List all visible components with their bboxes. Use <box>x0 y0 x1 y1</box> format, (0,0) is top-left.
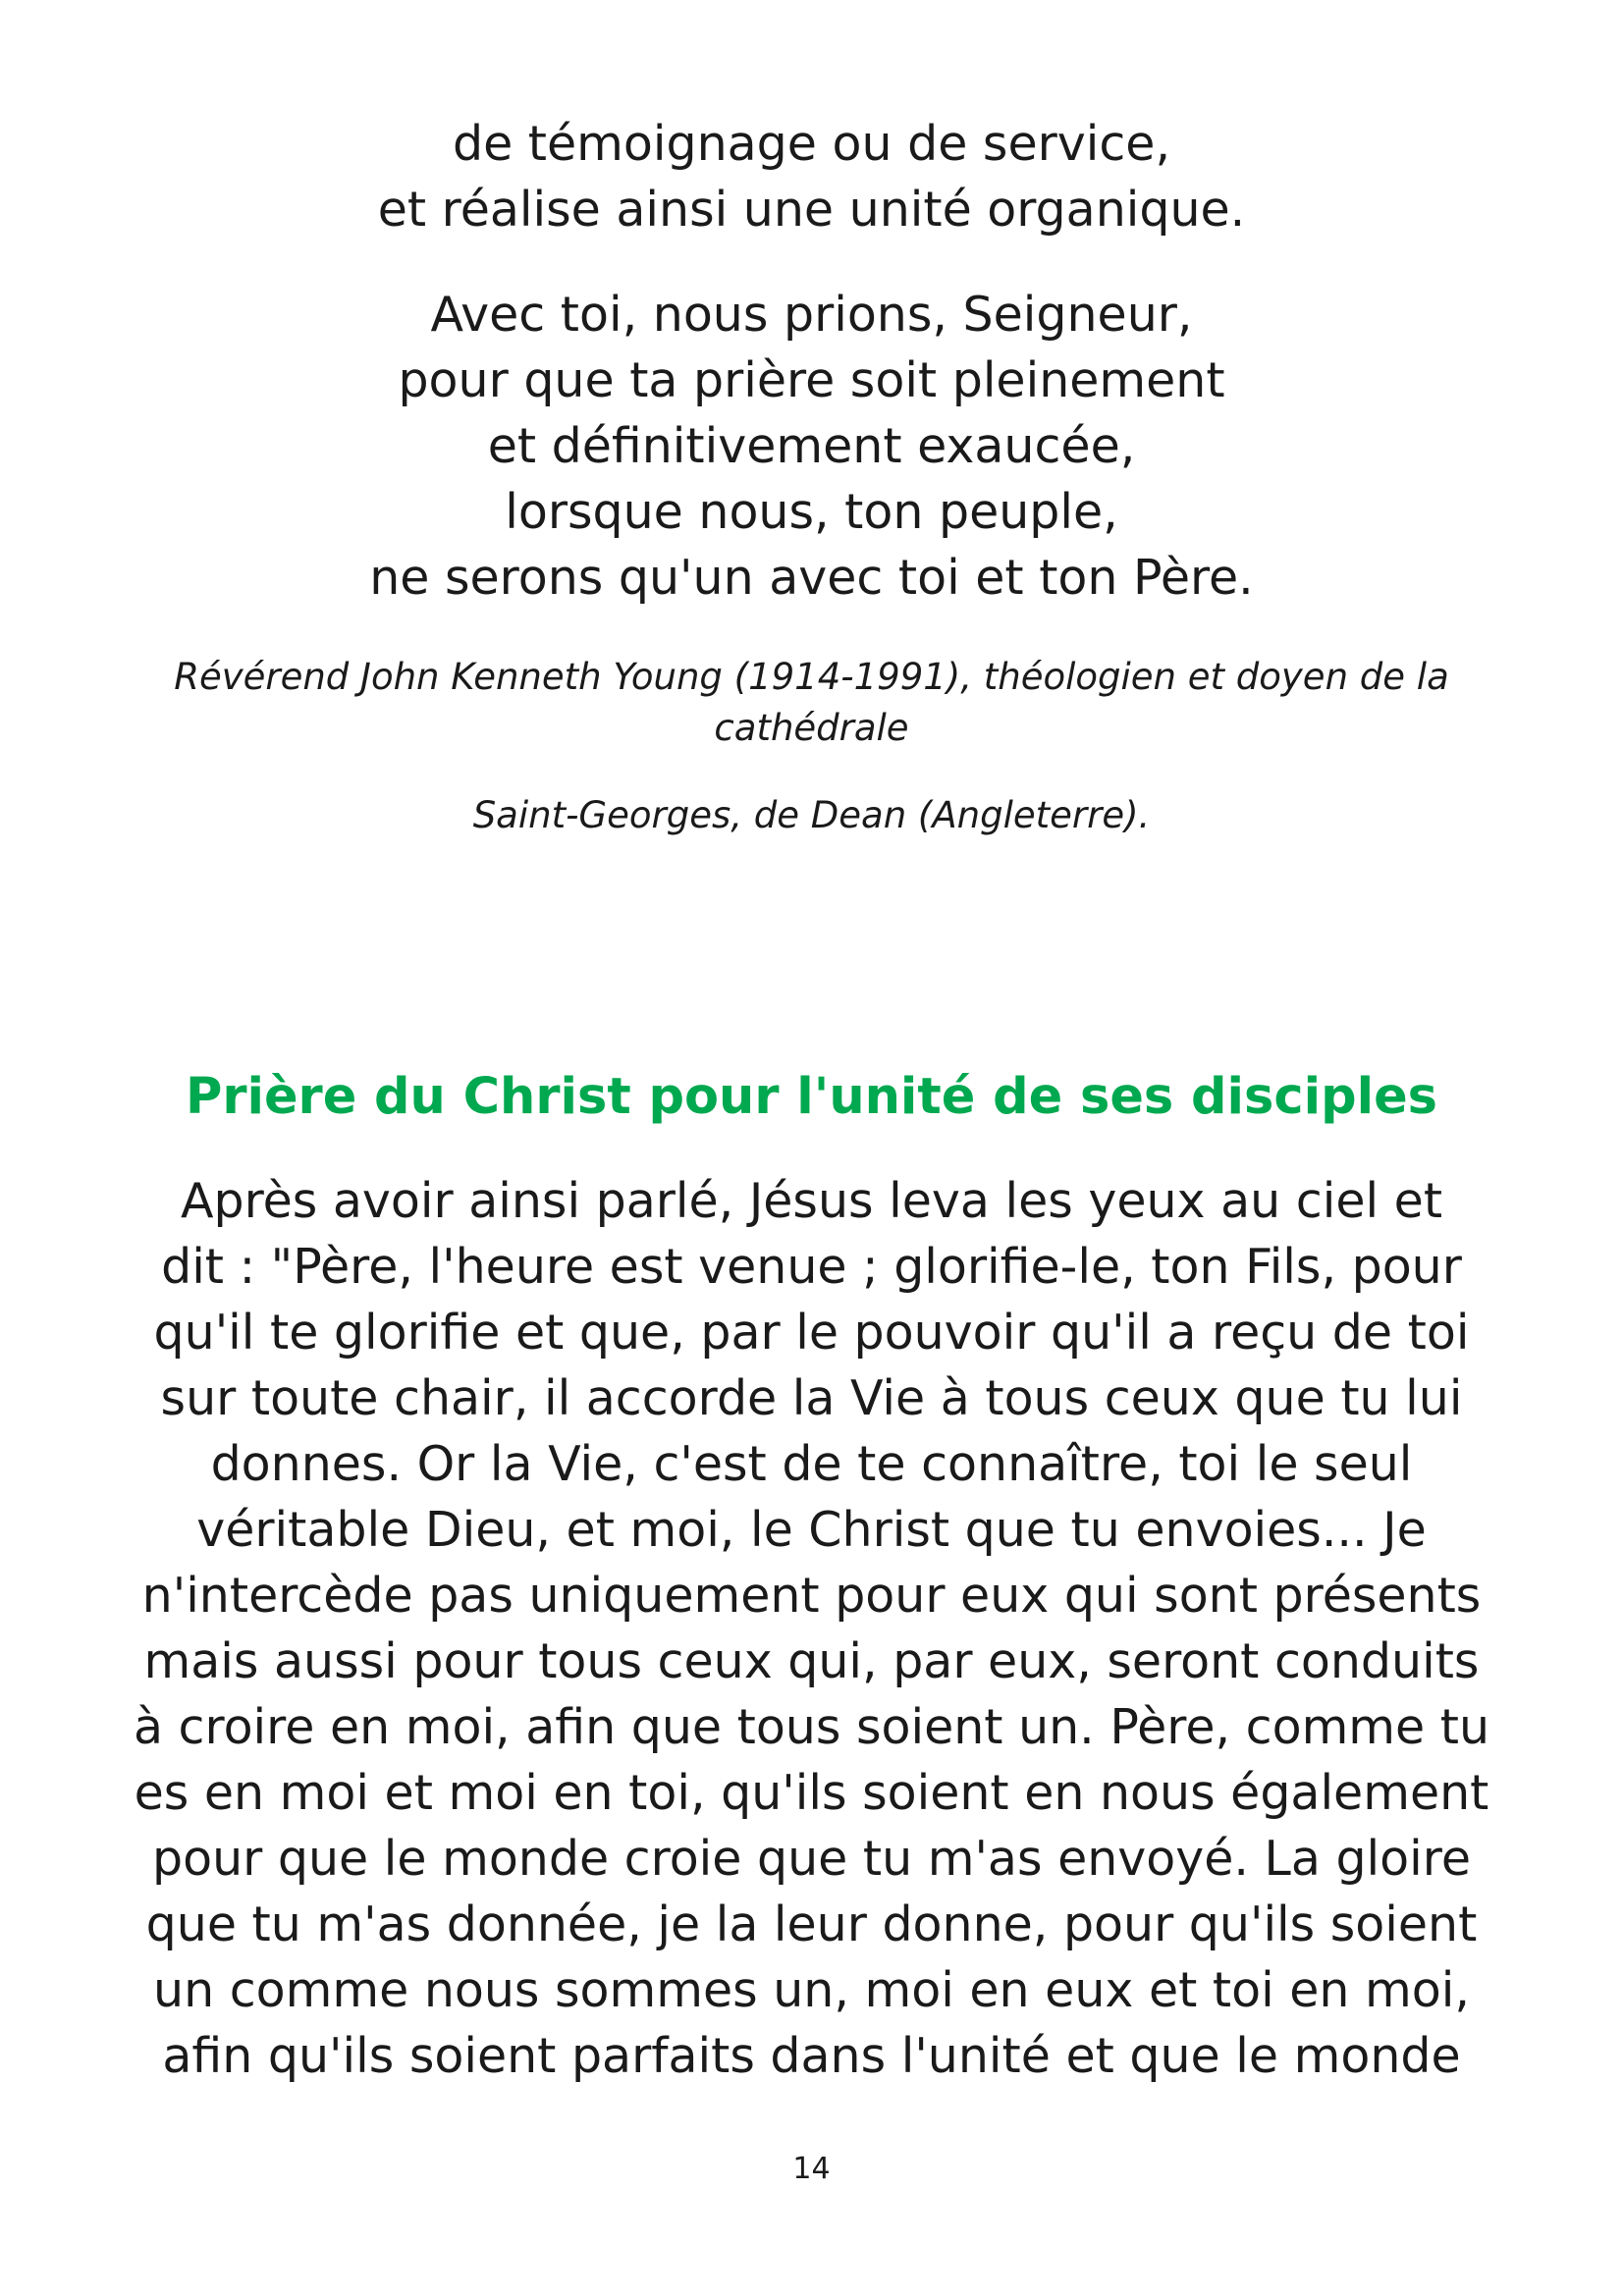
stanza-line: pour que ta prière soit pleinement <box>398 352 1225 408</box>
body-line: qu'il te glorifie et que, par le pouvoir qu'il a reçu de toi <box>153 1305 1470 1361</box>
stanza-line: ne serons qu'un avec toi et ton Père. <box>369 550 1254 606</box>
stanza-line: et définitivement exaucée, <box>487 418 1136 474</box>
body-line: que tu m'as donnée, je la leur donne, pour qu'ils soient <box>145 1896 1478 1952</box>
author-attribution: Révérend John Kenneth Young (1914-1991), théologien et doyen de la cathédrale <box>174 656 1449 749</box>
body-line: Après avoir ainsi parlé, Jésus leva les yeux au ciel et <box>180 1173 1443 1229</box>
body-line: sur toute chair, il accorde la Vie à tous ceux que tu lui <box>160 1370 1463 1426</box>
stanza-line: de témoignage ou de service, <box>452 116 1171 172</box>
body-line: dit : "Père, l'heure est venue ; glorifie-le, ton Fils, pour <box>161 1239 1462 1295</box>
body-line: donnes. Or la Vie, c'est de te connaître, toi le seul <box>210 1436 1413 1492</box>
body-line: véritable Dieu, et moi, le Christ que tu envoies... Je <box>196 1502 1427 1558</box>
author-attribution-location: Saint-Georges, de Dean (Angleterre). <box>472 794 1151 836</box>
body-line: mais aussi pour tous ceux qui, par eux, seront conduits <box>143 1633 1480 1689</box>
body-line: n'intercède pas uniquement pour eux qui sont présents <box>141 1568 1482 1624</box>
body-line: un comme nous sommes un, moi en eux et toi en moi, <box>153 1962 1470 2018</box>
stanza-line: lorsque nous, ton peuple, <box>505 484 1118 540</box>
body-line: pour que le monde croie que tu m'as envoyé. La gloire <box>152 1831 1471 1887</box>
prayer-stanza-2 <box>0 282 1623 611</box>
page-number: 14 <box>792 2152 831 2186</box>
prayer-stanza-1 <box>0 111 1623 242</box>
body-line: à croire en moi, afin que tous soient un. Père, comme tu <box>133 1699 1490 1755</box>
section-title: Prière du Christ pour l'unité de ses disciples <box>185 1068 1438 1126</box>
body-paragraph <box>98 1168 1525 2089</box>
body-line: afin qu'ils soient parfaits dans l'unité et que le monde <box>162 2028 1461 2084</box>
stanza-line: et réalise ainsi une unité organique. <box>377 182 1246 238</box>
body-line: es en moi et moi en toi, qu'ils soient en nous également <box>134 1765 1489 1821</box>
stanza-line: Avec toi, nous prions, Seigneur, <box>430 287 1193 343</box>
